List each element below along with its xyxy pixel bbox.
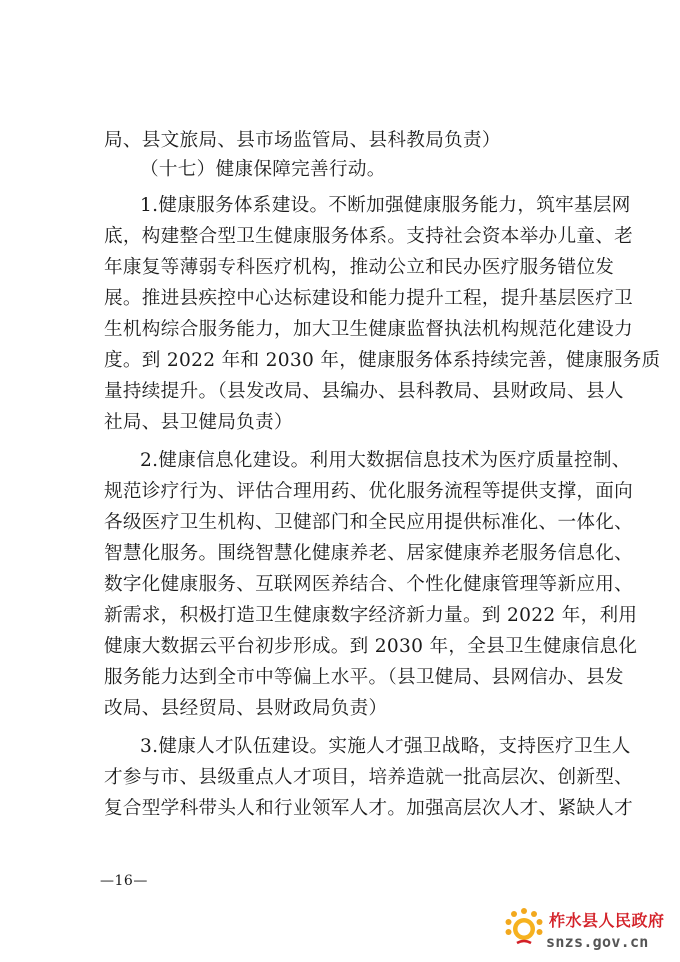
text-line: 智慧化服务。围绕智慧化健康养老、居家健康养老服务信息化、 xyxy=(104,543,634,564)
text-line: 复合型学科带头人和行业领军人才。加强高层次人才、紧缺人才 xyxy=(104,798,634,819)
text-line: 1.健康服务体系建设。不断加强健康服务能力，筑牢基层网 xyxy=(140,195,631,216)
text-line: 局、县文旅局、县市场监管局、县科教局负责） xyxy=(104,130,501,151)
text-line: 健康大数据云平台初步形成。到 2030 年，全县卫生健康信息化 xyxy=(104,636,638,657)
text-line: 生机构综合服务能力，加大卫生健康监督执法机构规范化建设力 xyxy=(104,319,634,340)
text-line: 规范诊疗行为、评估合理用药、优化服务流程等提供支撑，面向 xyxy=(104,481,634,502)
text-line: 2.健康信息化建设。利用大数据信息技术为医疗质量控制、 xyxy=(140,450,631,471)
text-line: 度。到 2022 年和 2030 年，健康服务体系持续完善，健康服务质 xyxy=(104,350,661,371)
text-line: 量持续提升。（县发改局、县编办、县科教局、县财政局、县人 xyxy=(104,381,624,402)
text-line: 底，构建整合型卫生健康服务体系。支持社会资本举办儿童、老 xyxy=(104,226,634,247)
text-line: 改局、县经贸局、县财政局负责） xyxy=(104,698,388,719)
text-line: 各级医疗卫生机构、卫健部门和全民应用提供标准化、一体化、 xyxy=(104,512,634,533)
page-number: —16— xyxy=(100,873,148,889)
text-line: 年康复等薄弱专科医疗机构，推动公立和民办医疗服务错位发 xyxy=(104,257,615,278)
text-line: 数字化健康服务、互联网医养结合、个性化健康管理等新应用、 xyxy=(104,574,634,595)
watermark-site-name: 柞水县人民政府 xyxy=(549,911,665,930)
text-line: 3.健康人才队伍建设。实施人才强卫战略，支持医疗卫生人 xyxy=(140,736,631,757)
site-watermark xyxy=(505,906,675,958)
section-heading: （十七）健康保障完善行动。 xyxy=(140,159,386,180)
text-line: 服务能力达到全市中等偏上水平。（县卫健局、县网信办、县发 xyxy=(104,667,624,688)
text-line: 新需求，积极打造卫生健康数字经济新力量。到 2022 年，利用 xyxy=(104,605,638,626)
sun-logo-icon xyxy=(505,906,543,948)
text-line: 才参与市、县级重点人才项目，培养造就一批高层次、创新型、 xyxy=(104,767,634,788)
text-line: 展。推进县疾控中心达标建设和能力提升工程，提升基层医疗卫 xyxy=(104,288,634,309)
text-line: 社局、县卫健局负责） xyxy=(104,412,293,433)
watermark-url: snzs.gov.cn xyxy=(546,933,649,951)
